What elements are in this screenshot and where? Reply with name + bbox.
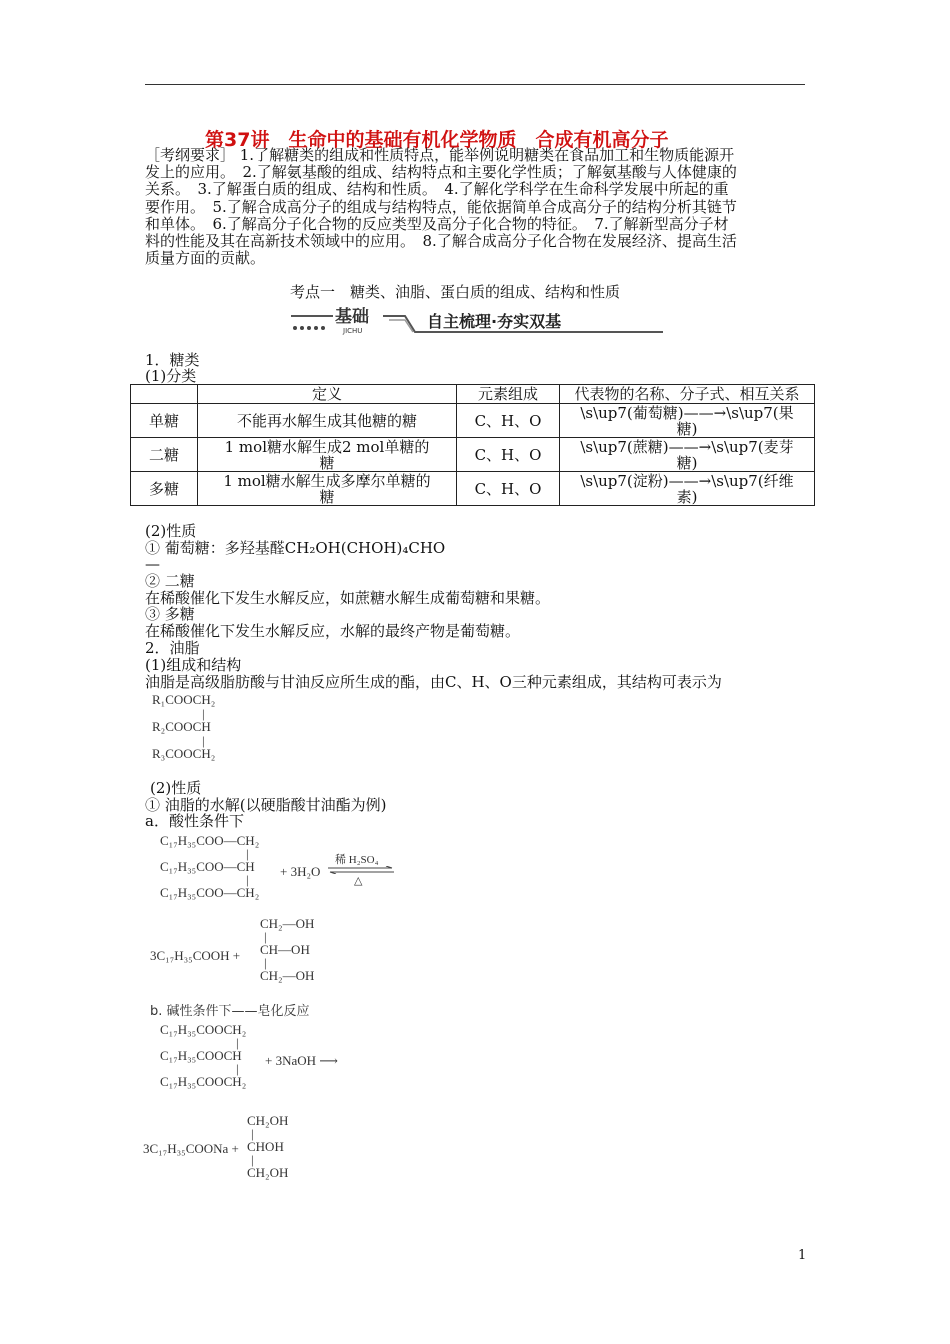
- bond-line: |: [202, 706, 205, 721]
- definition-line: 不能再水解生成其他糖的糖: [236, 411, 417, 430]
- structure-line: R₃COOCH₂: [152, 746, 216, 761]
- sugar-classification-table: [130, 384, 815, 506]
- structure-line: CHOH: [247, 1139, 284, 1154]
- sugar-properties-label: (2)性质: [145, 522, 197, 540]
- row-elements: C、H、O: [457, 438, 560, 472]
- polysaccharide-text: 在稀酸催化下发生水解反应，水解的最终产物是葡萄糖。: [145, 622, 521, 640]
- base-reactants: [160, 1023, 246, 1089]
- representative-line: \s\up7(淀粉)——→\s\up7(纤维: [580, 471, 794, 490]
- row-name: 二糖: [131, 438, 198, 472]
- acid-catalyst: 稀 H₂SO₄: [335, 854, 379, 866]
- section-banner: [287, 302, 667, 336]
- hydrolysis-heading: ① 油脂的水解(以硬脂酸甘油酯为例): [145, 796, 387, 814]
- fat-composition-label: (1)组成和结构: [145, 656, 242, 674]
- acid-condition-label: a．酸性条件下: [145, 812, 244, 830]
- row-representative: [560, 472, 815, 506]
- structure-line: CH—OH: [260, 942, 310, 957]
- requirements-block: [145, 147, 810, 267]
- structure-line: CH₂OH: [247, 1165, 289, 1180]
- acid-water: + 3H₂O: [280, 864, 321, 879]
- bond-line: |: [251, 1126, 254, 1141]
- table-row: [131, 438, 815, 472]
- base-reagent: + 3NaOH ⟶: [265, 1053, 338, 1068]
- row-definition: [198, 438, 457, 472]
- structure-line: CH₂—OH: [260, 968, 315, 983]
- definition-line: 1 mol糖水解生成2 mol单糖的: [224, 437, 430, 456]
- base-condition-label: b. 碱性条件下——皂化反应: [150, 1004, 310, 1019]
- triglyceride-structure: [152, 692, 215, 762]
- representative-line: \s\up7(蔗糖)——→\s\up7(麦芽: [580, 437, 794, 456]
- dash-line: —: [145, 555, 160, 573]
- table-row: [131, 472, 815, 506]
- table-header-cell: [131, 385, 198, 404]
- sugar-heading: 1．糖类: [145, 351, 200, 369]
- bond-line: |: [264, 955, 267, 970]
- banner-slogan-text: 自主梳理·夯实双基: [427, 312, 562, 331]
- row-definition: [198, 472, 457, 506]
- disaccharide-title: ② 二糖: [145, 572, 195, 590]
- row-elements: C、H、O: [457, 472, 560, 506]
- row-name: 单糖: [131, 404, 198, 438]
- glucose-line: ① 葡萄糖：多羟基醛CH₂OH(CHOH)₄CHO: [145, 539, 446, 557]
- section-heading: 考点一 糖类、油脂、蛋白质的组成、结构和性质: [290, 283, 621, 301]
- banner-main-text: 基础: [335, 307, 369, 327]
- table-header-cell: 元素组成: [457, 385, 560, 404]
- row-elements: C、H、O: [457, 404, 560, 438]
- table-header-cell: 代表物的名称、分子式、相互关系: [560, 385, 815, 404]
- table-header-cell: 定义: [198, 385, 457, 404]
- requirements-line: 要作用。 5.了解合成高分子的组成与结构特点，能依据简单合成高分子的结构分析其链节: [145, 197, 737, 216]
- banner-pinyin-text: JICHU: [343, 327, 363, 335]
- structure-line: C₁₇H₃₅COO—CH: [160, 859, 255, 874]
- table-header-row: [131, 385, 815, 404]
- structure-line: C₁₇H₃₅COO—CH₂: [160, 833, 260, 848]
- row-representative: [560, 404, 815, 438]
- bond-line: |: [236, 1061, 239, 1076]
- structure-line: C₁₇H₃₅COO—CH₂: [160, 885, 260, 900]
- structure-line: CH₂OH: [247, 1113, 289, 1128]
- glycerol-structure: [260, 917, 314, 983]
- row-name: 多糖: [131, 472, 198, 506]
- structure-line: R₁COOCH₂: [152, 692, 216, 707]
- structure-line: R₂COOCH: [152, 719, 211, 734]
- requirements-line: 和单体。 6.了解高分子化合物的反应类型及高分子化合物的特征。 7.了解新型高分子材: [145, 214, 729, 233]
- bond-line: |: [246, 846, 249, 861]
- page-title: 第37讲 生命中的基础有机化学物质 合成有机高分子: [205, 129, 669, 151]
- representative-line: 糖): [676, 453, 698, 472]
- bond-line: |: [264, 929, 267, 944]
- acid-reactants: [160, 834, 259, 900]
- fat-heading: 2．油脂: [145, 639, 200, 657]
- row-definition: [198, 404, 457, 438]
- disaccharide-text: 在稀酸催化下发生水解反应，如蔗糖水解生成葡萄糖和果糖。: [145, 589, 551, 607]
- reversible-arrow-icon: [326, 866, 396, 874]
- requirements-line: 发上的应用。 2.了解氨基酸的组成、结构特点和主要化学性质；了解氨基酸与人体健康的: [145, 163, 737, 182]
- table-row: [131, 404, 815, 438]
- sugar-classification-label: (1)分类: [145, 367, 197, 385]
- requirements-line: 料的性能及其在高新技术领域中的应用。 8.了解合成高分子化合物在发展经济、提高生活: [145, 232, 737, 251]
- requirements-line: ［考纲要求］ 1.了解糖类的组成和性质特点，能举例说明糖类在食品加工和生物质能源开: [145, 146, 735, 164]
- heat-symbol: △: [354, 875, 363, 887]
- polysaccharide-title: ③ 多糖: [145, 605, 195, 623]
- representative-line: \s\up7(葡萄糖)——→\s\up7(果: [580, 403, 794, 422]
- header-rule: [145, 84, 805, 85]
- structure-line: C₁₇H₃₅COOCH₂: [160, 1022, 247, 1037]
- structure-line: C₁₇H₃₅COOCH₂: [160, 1074, 247, 1089]
- base-product-soap: 3C₁₇H₃₅COONa +: [143, 1141, 239, 1156]
- bond-line: |: [251, 1152, 254, 1167]
- structure-line: C₁₇H₃₅COOCH: [160, 1048, 242, 1063]
- structure-line: CH₂—OH: [260, 916, 315, 931]
- row-representative: [560, 438, 815, 472]
- representative-line: 素): [676, 487, 698, 506]
- fat-properties-label: (2)性质: [150, 779, 202, 797]
- bond-line: |: [246, 872, 249, 887]
- definition-line: 糖: [319, 487, 335, 506]
- acid-product-stearic: 3C₁₇H₃₅COOH +: [150, 948, 241, 963]
- fat-composition-text: 油脂是高级脂肪酸与甘油反应所生成的酯，由C、H、O三种元素组成，其结构可表示为: [145, 673, 722, 691]
- requirements-line: 关系。 3.了解蛋白质的组成、结构和性质。 4.了解化学科学在生命科学发展中所起的重: [145, 180, 729, 199]
- bond-line: |: [202, 733, 205, 748]
- glycerol-structure: [247, 1114, 288, 1180]
- representative-line: 糖): [676, 419, 698, 438]
- bond-line: |: [236, 1035, 239, 1050]
- requirements-line: 质量方面的贡献。: [145, 249, 266, 268]
- definition-line: 1 mol糖水解生成多摩尔单糖的: [223, 471, 431, 490]
- definition-line: 糖: [319, 453, 335, 472]
- page-number: 1: [798, 1248, 807, 1263]
